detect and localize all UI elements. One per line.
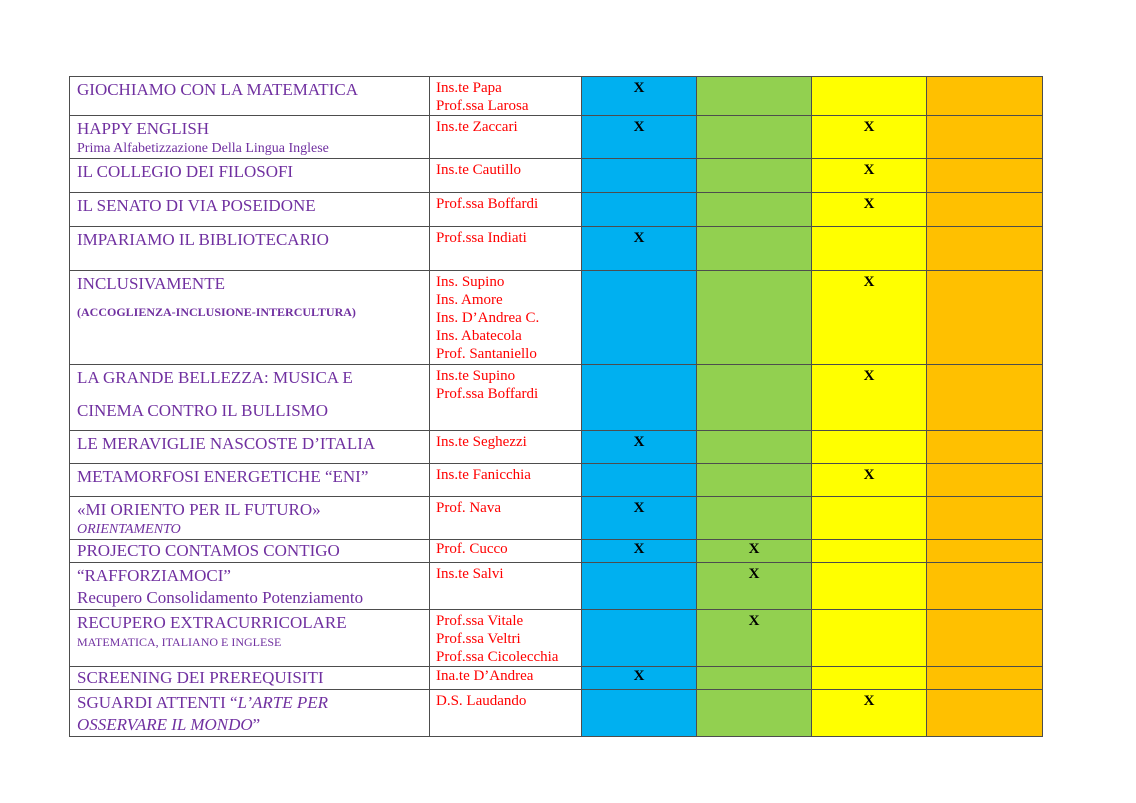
teacher-name: Prof.ssa Indiati [436, 230, 527, 246]
mark-cell-blue: X [582, 540, 697, 563]
teacher-cell [430, 464, 582, 497]
teacher-name: Ins.te Supino [436, 368, 516, 384]
mark-cell-green [697, 365, 812, 431]
project-title-cell [70, 116, 430, 159]
project-subtitle: CINEMA CONTRO IL BULLISMO [77, 401, 329, 420]
mark-cell-blue [582, 690, 697, 737]
table-row [70, 497, 1043, 540]
mark-cell-blue [582, 271, 697, 365]
projects-table [69, 76, 1043, 737]
mark-cell-green [697, 227, 812, 271]
project-subtitle-italic: OSSERVARE IL MONDO [77, 715, 253, 734]
mark-cell-green [697, 667, 812, 690]
mark-cell-yellow [812, 77, 927, 116]
closing-quote: ” [252, 715, 261, 734]
mark-cell-blue [582, 193, 697, 227]
mark-cell-yellow [812, 227, 927, 271]
teacher-name: Ins.te Zaccari [436, 119, 518, 135]
mark-cell-yellow [812, 540, 927, 563]
mark-cell-blue: X [582, 77, 697, 116]
table-row [70, 464, 1043, 497]
mark-cell-blue [582, 610, 697, 667]
teacher-cell [430, 365, 582, 431]
mark-cell-orange [927, 497, 1043, 540]
teacher-name: Ins.te Seghezzi [436, 434, 527, 450]
project-title-cell [70, 563, 430, 610]
teacher-cell [430, 227, 582, 271]
project-title: METAMORFOSI ENERGETICHE “ENI” [77, 467, 369, 486]
mark-cell-blue [582, 563, 697, 610]
teacher-name: Prof. Nava [436, 500, 501, 516]
mark-cell-orange [927, 540, 1043, 563]
project-subtitle: ORIENTAMENTO [77, 522, 181, 537]
teacher-name: Prof.ssa Boffardi [436, 196, 539, 212]
project-title: «MI ORIENTO PER IL FUTURO» [77, 500, 321, 519]
teacher-name: Prof.ssa Larosa [436, 98, 529, 114]
mark-cell-yellow [812, 667, 927, 690]
teacher-cell [430, 77, 582, 116]
table-row [70, 563, 1043, 610]
mark-cell-green: X [697, 540, 812, 563]
teacher-name: Prof.ssa Vitale [436, 613, 524, 629]
mark-cell-blue: X [582, 667, 697, 690]
project-title-cell [70, 497, 430, 540]
mark-cell-orange [927, 193, 1043, 227]
teacher-name: Prof.ssa Veltri [436, 631, 521, 647]
mark-cell-orange [927, 431, 1043, 464]
teacher-name: Ins.te Papa [436, 80, 502, 96]
table-row [70, 690, 1043, 737]
table-row [70, 431, 1043, 464]
mark-cell-orange [927, 159, 1043, 193]
teacher-name: Prof.ssa Cicolecchia [436, 649, 559, 665]
project-title-cell [70, 193, 430, 227]
mark-cell-yellow [812, 497, 927, 540]
mark-cell-orange [927, 227, 1043, 271]
project-title: SCREENING DEI PREREQUISITI [77, 668, 324, 687]
mark-cell-orange [927, 563, 1043, 610]
project-title-cell [70, 667, 430, 690]
mark-cell-blue: X [582, 497, 697, 540]
teacher-name: Ins.te Fanicchia [436, 467, 531, 483]
mark-cell-green [697, 77, 812, 116]
project-title: LE MERAVIGLIE NASCOSTE D’ITALIA [77, 434, 376, 453]
teacher-name: D.S. Laudando [436, 693, 527, 709]
mark-cell-orange [927, 667, 1043, 690]
mark-cell-blue [582, 464, 697, 497]
table-row [70, 77, 1043, 116]
project-title-cell [70, 690, 430, 737]
project-title: INCLUSIVAMENTE [77, 274, 225, 293]
mark-cell-green [697, 193, 812, 227]
mark-cell-blue: X [582, 227, 697, 271]
mark-cell-green [697, 116, 812, 159]
project-subtitle: Prima Alfabetizzazione Della Lingua Inglese [77, 141, 329, 156]
teacher-cell [430, 193, 582, 227]
teacher-cell [430, 667, 582, 690]
teacher-cell [430, 497, 582, 540]
table-row [70, 271, 1043, 365]
mark-cell-blue [582, 365, 697, 431]
mark-cell-green [697, 431, 812, 464]
table-row [70, 159, 1043, 193]
mark-cell-green [697, 271, 812, 365]
mark-cell-green [697, 690, 812, 737]
mark-cell-orange [927, 365, 1043, 431]
teacher-cell [430, 563, 582, 610]
project-title: RECUPERO EXTRACURRICOLARE [77, 613, 347, 632]
table-row [70, 116, 1043, 159]
table-row [70, 227, 1043, 271]
mark-cell-yellow [812, 563, 927, 610]
mark-cell-yellow: X [812, 464, 927, 497]
project-title-cell [70, 159, 430, 193]
mark-cell-orange [927, 610, 1043, 667]
mark-cell-orange [927, 271, 1043, 365]
project-title: IL COLLEGIO DEI FILOSOFI [77, 162, 294, 181]
teacher-name: Ins. Abatecola [436, 328, 522, 344]
mark-cell-yellow [812, 431, 927, 464]
teacher-cell [430, 431, 582, 464]
project-title: LA GRANDE BELLEZZA: MUSICA E [77, 368, 353, 387]
mark-cell-orange [927, 116, 1043, 159]
teacher-cell [430, 159, 582, 193]
table-row [70, 610, 1043, 667]
mark-cell-yellow: X [812, 159, 927, 193]
project-title-italic: L’ARTE PER [237, 693, 329, 712]
mark-cell-yellow: X [812, 690, 927, 737]
project-title-cell [70, 610, 430, 667]
teacher-name: Prof. Santaniello [436, 346, 537, 362]
mark-cell-yellow: X [812, 116, 927, 159]
mark-cell-green: X [697, 610, 812, 667]
mark-cell-blue: X [582, 116, 697, 159]
mark-cell-blue [582, 159, 697, 193]
project-title-cell [70, 464, 430, 497]
mark-cell-green [697, 159, 812, 193]
mark-cell-yellow: X [812, 193, 927, 227]
table-row [70, 193, 1043, 227]
project-title: PROJECTO CONTAMOS CONTIGO [77, 541, 340, 560]
teacher-name: Prof. Cucco [436, 541, 508, 557]
mark-cell-yellow [812, 610, 927, 667]
project-title-cell [70, 227, 430, 271]
teacher-name: Ins. Supino [436, 274, 505, 290]
project-subtitle: (ACCOGLIENZA-INCLUSIONE-INTERCULTURA) [77, 305, 356, 319]
mark-cell-green: X [697, 563, 812, 610]
teacher-name: Ins.te Salvi [436, 566, 504, 582]
mark-cell-green [697, 497, 812, 540]
project-title-cell [70, 271, 430, 365]
project-title: GIOCHIAMO CON LA MATEMATICA [77, 80, 358, 99]
project-subtitle [77, 714, 423, 736]
teacher-cell [430, 116, 582, 159]
teacher-name: Ins.te Cautillo [436, 162, 521, 178]
project-title: “RAFFORZIAMOCI” [77, 566, 231, 585]
mark-cell-green [697, 464, 812, 497]
project-subtitle: Recupero Consolidamento Potenziamento [77, 588, 364, 607]
teacher-name: Ina.te D’Andrea [436, 668, 534, 684]
mark-cell-yellow: X [812, 271, 927, 365]
table-row [70, 540, 1043, 563]
project-title-cell [70, 540, 430, 563]
project-title: IMPARIAMO IL BIBLIOTECARIO [77, 230, 329, 249]
project-subtitle: MATEMATICA, ITALIANO E INGLESE [77, 635, 282, 649]
mark-cell-orange [927, 77, 1043, 116]
project-title-cell [70, 77, 430, 116]
table-row [70, 667, 1043, 690]
table-row [70, 365, 1043, 431]
project-title-cell [70, 431, 430, 464]
project-title: IL SENATO DI VIA POSEIDONE [77, 196, 316, 215]
teacher-name: Ins. D’Andrea C. [436, 310, 540, 326]
project-title: SGUARDI ATTENTI “ [77, 693, 238, 712]
teacher-cell [430, 540, 582, 563]
mark-cell-yellow: X [812, 365, 927, 431]
teacher-name: Ins. Amore [436, 292, 503, 308]
mark-cell-orange [927, 690, 1043, 737]
teacher-cell [430, 690, 582, 737]
project-title: HAPPY ENGLISH [77, 119, 210, 138]
mark-cell-blue: X [582, 431, 697, 464]
teacher-name: Prof.ssa Boffardi [436, 386, 539, 402]
teacher-cell [430, 271, 582, 365]
project-title-cell [70, 365, 430, 431]
teacher-cell [430, 610, 582, 667]
mark-cell-orange [927, 464, 1043, 497]
